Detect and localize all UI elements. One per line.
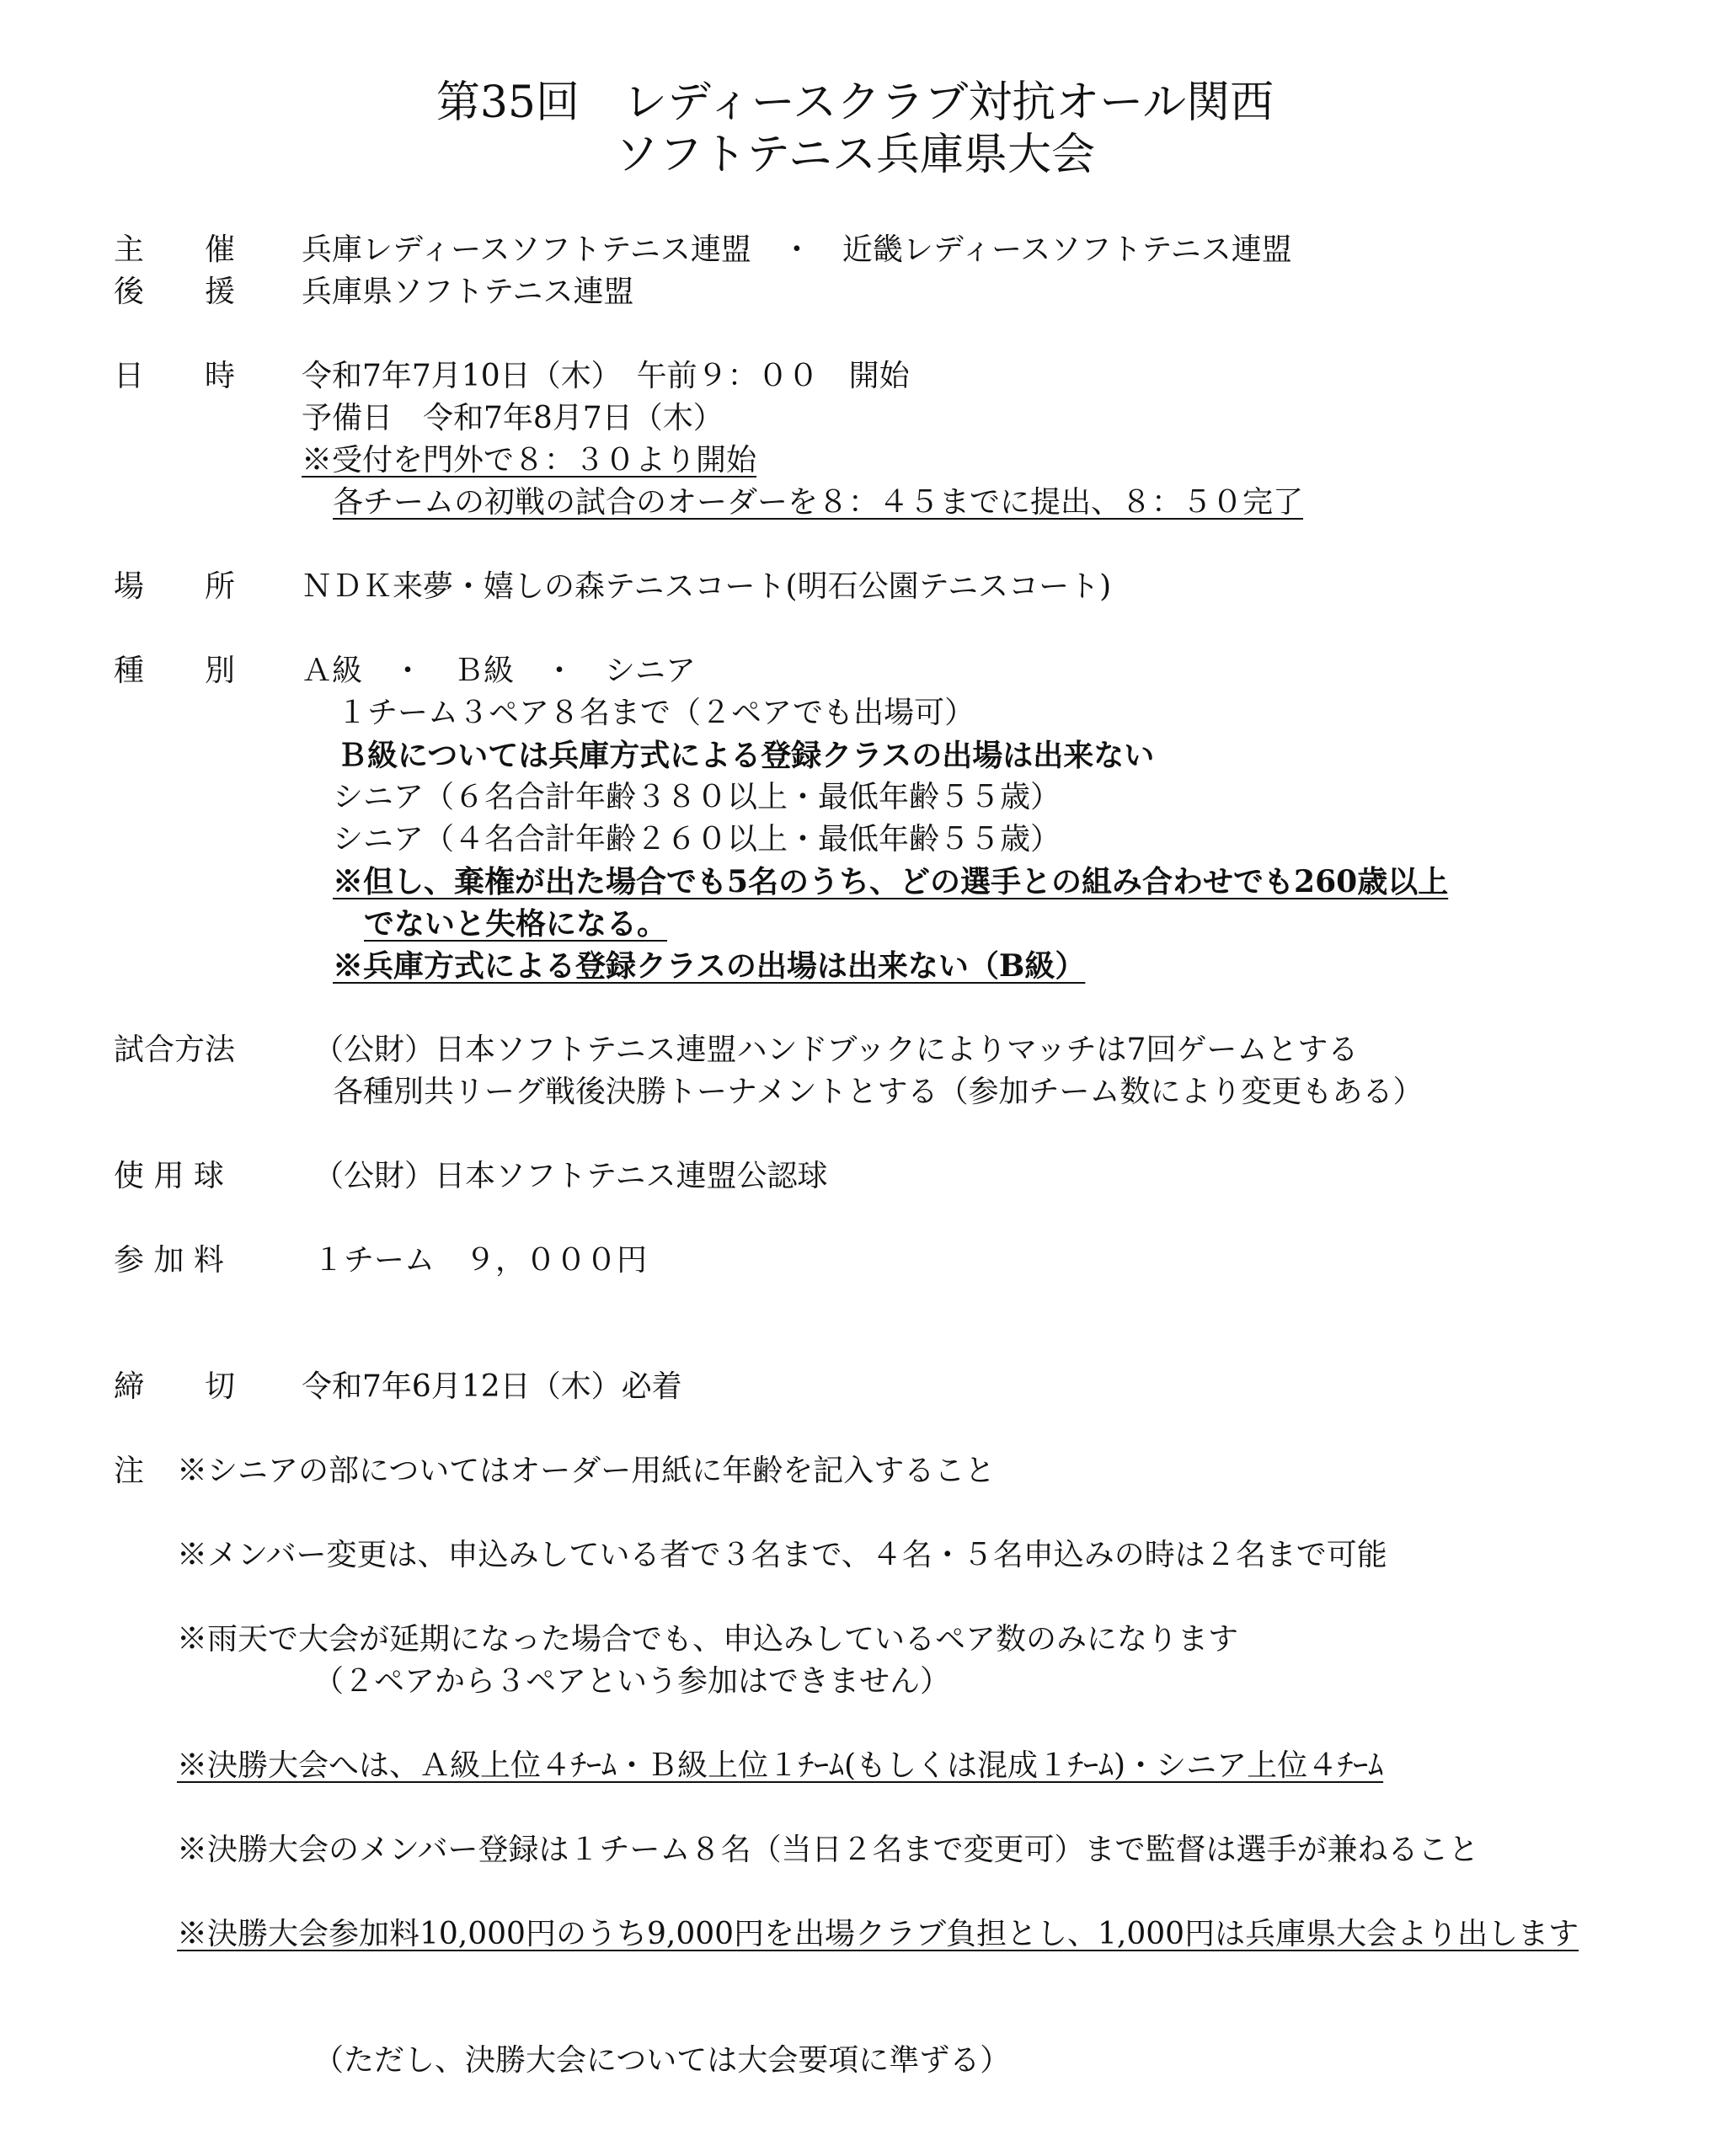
category-classes: Ａ級 ・ Ｂ級 ・ シニア xyxy=(302,654,697,688)
category-senior4: シニア（４名合計年齢２６０以上・最低年齢５５歳） xyxy=(333,822,1061,857)
datetime-order: 各チームの初戦の試合のオーダーを８：４５までに提出、８：５０完了 xyxy=(333,485,1304,520)
venue-label: 場 所 xyxy=(114,569,236,604)
sponsor-label: 主 催 xyxy=(114,232,236,267)
deadline-value: 令和7年6月12日（木）必着 xyxy=(302,1369,682,1404)
category-senior6: シニア（６名合計年齢３８０以上・最低年齢５５歳） xyxy=(333,780,1061,814)
note-rain-postpone-detail: （２ペアから３ペアという参加はできません） xyxy=(313,1664,951,1699)
category-abstain-line2: でないと失格になる。 xyxy=(364,906,668,942)
support-label: 後 援 xyxy=(114,275,236,309)
fee-label: 参 加 料 xyxy=(114,1243,224,1278)
category-hyogo-note: ※兵庫方式による登録クラスの出場は出来ない（B級） xyxy=(333,948,1086,984)
support-value: 兵庫県ソフトテニス連盟 xyxy=(302,275,634,309)
category-label: 種 別 xyxy=(114,654,236,688)
datetime-reception: ※受付を門外で８：３０より開始 xyxy=(302,443,757,478)
ball-value: （公財）日本ソフトテニス連盟公認球 xyxy=(313,1159,828,1193)
page-title-line1: 第35回 レディースクラブ対抗オール関西 xyxy=(436,77,1274,128)
fee-value: １チーム ９，０００円 xyxy=(313,1243,648,1278)
footer-note: （ただし、決勝大会については大会要項に準ずる） xyxy=(313,2043,1011,2078)
category-abstain-line1: ※但し、棄権が出た場合でも5名のうち、どの選手との組み合わせでも260歳以上 xyxy=(333,864,1449,899)
datetime-label: 日 時 xyxy=(114,359,236,393)
datetime-reserve: 予備日 令和7年8月7日（木） xyxy=(302,401,724,435)
note-senior-age: ※シニアの部についてはオーダー用紙に年齢を記入すること xyxy=(177,1454,996,1488)
note-final-registration: ※決勝大会のメンバー登録は１チーム８名（当日２名まで変更可）まで監督は選手が兼ねること xyxy=(177,1833,1479,1867)
venue-value: ＮＤＫ来夢・嬉しの森テニスコート(明石公園テニスコート) xyxy=(302,569,1112,604)
sponsor-value: 兵庫レディースソフトテニス連盟 ・ 近畿レディースソフトテニス連盟 xyxy=(302,232,1292,267)
method-label: 試合方法 xyxy=(114,1033,236,1067)
notes-label: 注 xyxy=(114,1454,145,1488)
note-rain-postpone: ※雨天で大会が延期になった場合でも、申込みしているペア数のみになります xyxy=(177,1622,1239,1657)
note-final-fee: ※決勝大会参加料10,000円のうち9,000円を出場クラブ負担とし、1,000円は兵庫県大会より出します xyxy=(177,1917,1579,1951)
note-final-qualifiers: ※決勝大会へは、Ａ級上位４ﾁｰﾑ・Ｂ級上位１ﾁｰﾑ(もしくは混成１ﾁｰﾑ)・シニア上位４ﾁｰﾑ xyxy=(177,1748,1384,1783)
page-title-line2: ソフトテニス兵庫県大会 xyxy=(615,130,1095,180)
deadline-label: 締 切 xyxy=(114,1369,236,1404)
datetime-main: 令和7年7月10日（木） 午前９：００ 開始 xyxy=(302,359,910,393)
note-member-change: ※メンバー変更は、申込みしている者で３名まで、４名・５名申込みの時は２名まで可能 xyxy=(177,1538,1387,1572)
method-line2: 各種別共リーグ戦後決勝トーナメントとする（参加チーム数により変更もある） xyxy=(333,1075,1424,1109)
category-team: １チーム３ペア８名まで（２ペアでも出場可） xyxy=(337,696,975,730)
category-b-note: Ｂ級については兵庫方式による登録クラスの出場は出来ない xyxy=(337,738,1155,773)
ball-label: 使 用 球 xyxy=(114,1159,224,1193)
method-line1: （公財）日本ソフトテニス連盟ハンドブックによりマッチは7回ゲームとする xyxy=(313,1033,1359,1067)
